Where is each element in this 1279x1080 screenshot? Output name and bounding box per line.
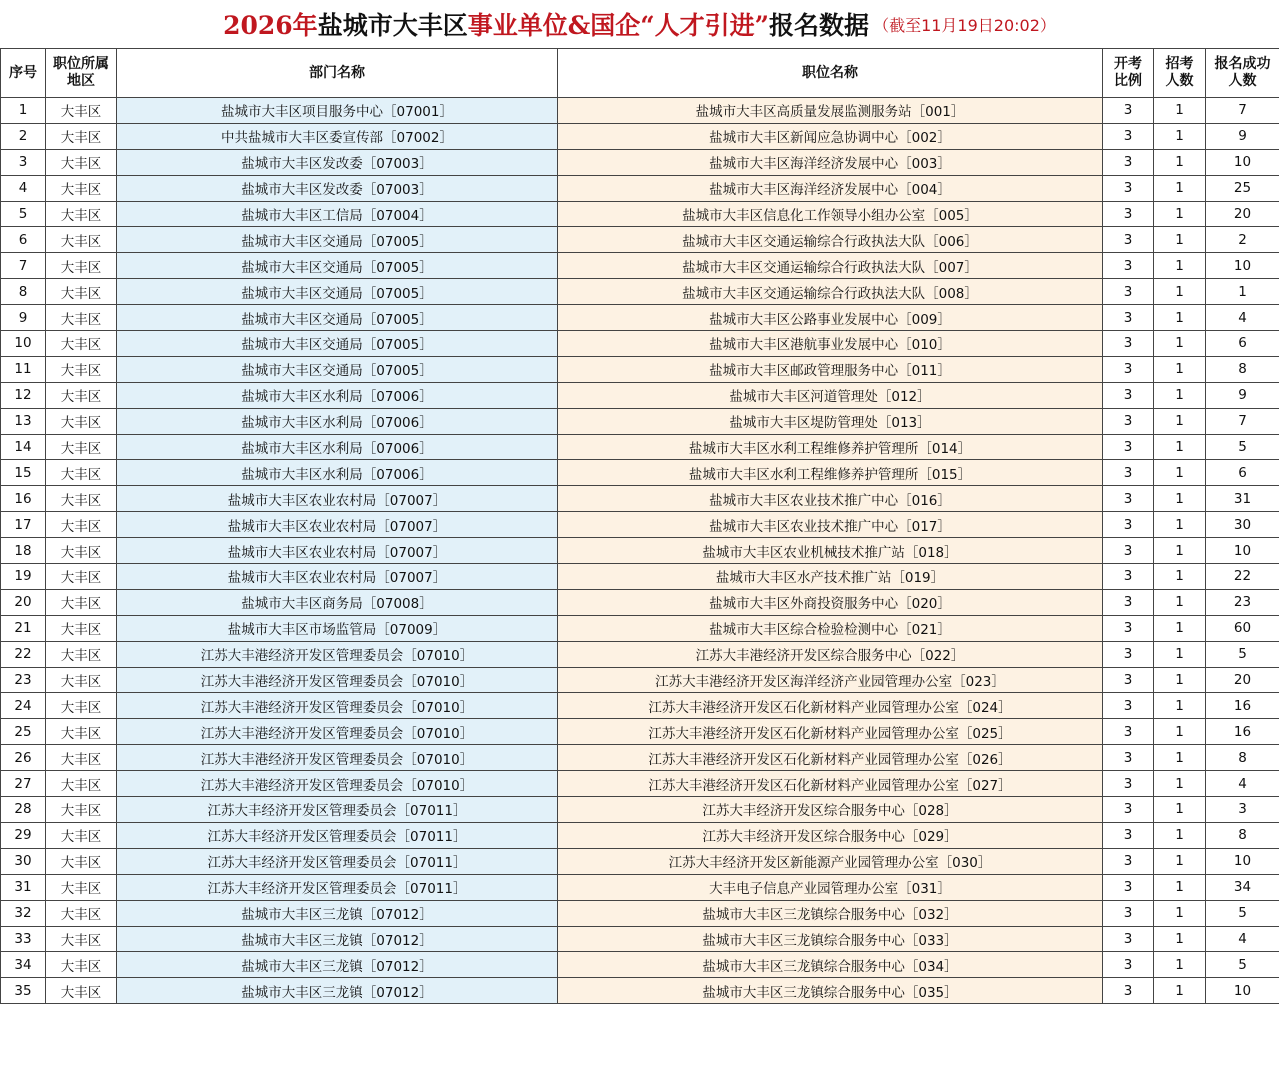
row-ratio: 3 xyxy=(1103,331,1154,357)
table-row xyxy=(1,615,1279,641)
row-quota: 1 xyxy=(1154,822,1206,848)
row-number: 3 xyxy=(1,149,46,175)
col-header-position: 职位名称 xyxy=(558,49,1103,98)
row-position: 盐城市大丰区水产技术推广站［019］ xyxy=(558,564,1103,590)
row-ratio: 3 xyxy=(1103,512,1154,538)
row-department: 盐城市大丰区农业农村局［07007］ xyxy=(117,538,558,564)
row-quota: 1 xyxy=(1154,486,1206,512)
row-applied: 4 xyxy=(1206,305,1279,331)
row-department: 江苏大丰经济开发区管理委员会［07011］ xyxy=(117,848,558,874)
row-number: 35 xyxy=(1,978,46,1004)
row-position: 盐城市大丰区高质量发展监测服务站［001］ xyxy=(558,98,1103,124)
row-quota: 1 xyxy=(1154,175,1206,201)
row-ratio: 3 xyxy=(1103,952,1154,978)
row-applied: 30 xyxy=(1206,512,1279,538)
row-applied: 4 xyxy=(1206,926,1279,952)
row-area: 大丰区 xyxy=(46,564,117,590)
table-row xyxy=(1,253,1279,279)
row-quota: 1 xyxy=(1154,900,1206,926)
row-area: 大丰区 xyxy=(46,538,117,564)
row-ratio: 3 xyxy=(1103,900,1154,926)
row-position: 盐城市大丰区海洋经济发展中心［003］ xyxy=(558,149,1103,175)
row-department: 盐城市大丰区交通局［07005］ xyxy=(117,253,558,279)
row-number: 32 xyxy=(1,900,46,926)
row-area: 大丰区 xyxy=(46,227,117,253)
table-row xyxy=(1,460,1279,486)
table-row xyxy=(1,900,1279,926)
row-applied: 34 xyxy=(1206,874,1279,900)
row-number: 7 xyxy=(1,253,46,279)
row-quota: 1 xyxy=(1154,978,1206,1004)
row-position: 盐城市大丰区港航事业发展中心［010］ xyxy=(558,331,1103,357)
row-number: 5 xyxy=(1,201,46,227)
row-department: 盐城市大丰区商务局［07008］ xyxy=(117,589,558,615)
row-position: 江苏大丰经济开发区新能源产业园管理办公室［030］ xyxy=(558,848,1103,874)
title-note: （截至11月19日20:02） xyxy=(873,15,1056,35)
row-number: 18 xyxy=(1,538,46,564)
row-area: 大丰区 xyxy=(46,382,117,408)
row-quota: 1 xyxy=(1154,693,1206,719)
row-department: 盐城市大丰区水利局［07006］ xyxy=(117,382,558,408)
row-number: 9 xyxy=(1,305,46,331)
row-number: 31 xyxy=(1,874,46,900)
row-position: 盐城市大丰区公路事业发展中心［009］ xyxy=(558,305,1103,331)
row-area: 大丰区 xyxy=(46,848,117,874)
table-row xyxy=(1,201,1279,227)
row-position: 盐城市大丰区交通运输综合行政执法大队［007］ xyxy=(558,253,1103,279)
row-area: 大丰区 xyxy=(46,615,117,641)
row-quota: 1 xyxy=(1154,771,1206,797)
row-department: 江苏大丰港经济开发区管理委员会［07010］ xyxy=(117,693,558,719)
row-quota: 1 xyxy=(1154,382,1206,408)
row-ratio: 3 xyxy=(1103,408,1154,434)
row-ratio: 3 xyxy=(1103,123,1154,149)
row-department: 盐城市大丰区交通局［07005］ xyxy=(117,331,558,357)
row-number: 27 xyxy=(1,771,46,797)
row-area: 大丰区 xyxy=(46,900,117,926)
row-area: 大丰区 xyxy=(46,486,117,512)
row-area: 大丰区 xyxy=(46,641,117,667)
table-row xyxy=(1,874,1279,900)
row-ratio: 3 xyxy=(1103,693,1154,719)
row-ratio: 3 xyxy=(1103,434,1154,460)
row-quota: 1 xyxy=(1154,279,1206,305)
col-header-quota: 招考 人数 xyxy=(1154,49,1206,98)
table-row xyxy=(1,745,1279,771)
row-department: 盐城市大丰区三龙镇［07012］ xyxy=(117,978,558,1004)
row-number: 24 xyxy=(1,693,46,719)
row-position: 江苏大丰港经济开发区综合服务中心［022］ xyxy=(558,641,1103,667)
row-number: 26 xyxy=(1,745,46,771)
row-number: 19 xyxy=(1,564,46,590)
row-quota: 1 xyxy=(1154,201,1206,227)
table-row xyxy=(1,641,1279,667)
table-row xyxy=(1,175,1279,201)
row-number: 12 xyxy=(1,382,46,408)
row-area: 大丰区 xyxy=(46,926,117,952)
row-applied: 6 xyxy=(1206,460,1279,486)
row-position: 江苏大丰经济开发区综合服务中心［029］ xyxy=(558,822,1103,848)
row-department: 盐城市大丰区农业农村局［07007］ xyxy=(117,564,558,590)
row-department: 盐城市大丰区工信局［07004］ xyxy=(117,201,558,227)
row-position: 盐城市大丰区外商投资服务中心［020］ xyxy=(558,589,1103,615)
row-ratio: 3 xyxy=(1103,98,1154,124)
row-number: 25 xyxy=(1,719,46,745)
row-quota: 1 xyxy=(1154,356,1206,382)
table-row xyxy=(1,693,1279,719)
row-applied: 8 xyxy=(1206,822,1279,848)
row-applied: 60 xyxy=(1206,615,1279,641)
row-department: 江苏大丰经济开发区管理委员会［07011］ xyxy=(117,797,558,823)
row-quota: 1 xyxy=(1154,952,1206,978)
row-ratio: 3 xyxy=(1103,978,1154,1004)
row-area: 大丰区 xyxy=(46,822,117,848)
row-area: 大丰区 xyxy=(46,771,117,797)
row-ratio: 3 xyxy=(1103,822,1154,848)
row-department: 江苏大丰港经济开发区管理委员会［07010］ xyxy=(117,745,558,771)
table-row xyxy=(1,356,1279,382)
row-department: 盐城市大丰区三龙镇［07012］ xyxy=(117,952,558,978)
row-position: 盐城市大丰区农业机械技术推广站［018］ xyxy=(558,538,1103,564)
row-position: 盐城市大丰区新闻应急协调中心［002］ xyxy=(558,123,1103,149)
row-quota: 1 xyxy=(1154,331,1206,357)
row-ratio: 3 xyxy=(1103,797,1154,823)
row-number: 21 xyxy=(1,615,46,641)
row-quota: 1 xyxy=(1154,305,1206,331)
row-ratio: 3 xyxy=(1103,719,1154,745)
row-area: 大丰区 xyxy=(46,434,117,460)
row-applied: 9 xyxy=(1206,123,1279,149)
row-applied: 20 xyxy=(1206,667,1279,693)
row-area: 大丰区 xyxy=(46,667,117,693)
col-header-area: 职位所属 地区 xyxy=(46,49,117,98)
row-ratio: 3 xyxy=(1103,848,1154,874)
row-position: 盐城市大丰区交通运输综合行政执法大队［008］ xyxy=(558,279,1103,305)
row-applied: 20 xyxy=(1206,201,1279,227)
row-number: 20 xyxy=(1,589,46,615)
row-department: 盐城市大丰区农业农村局［07007］ xyxy=(117,486,558,512)
row-number: 1 xyxy=(1,98,46,124)
row-applied: 5 xyxy=(1206,641,1279,667)
table-row xyxy=(1,538,1279,564)
row-quota: 1 xyxy=(1154,434,1206,460)
row-position: 江苏大丰港经济开发区海洋经济产业园管理办公室［023］ xyxy=(558,667,1103,693)
col-header-no: 序号 xyxy=(1,49,46,98)
page-title xyxy=(0,0,1279,48)
table-row xyxy=(1,978,1279,1004)
table-row xyxy=(1,848,1279,874)
row-quota: 1 xyxy=(1154,667,1206,693)
row-position: 盐城市大丰区邮政管理服务中心［011］ xyxy=(558,356,1103,382)
table-row xyxy=(1,719,1279,745)
row-applied: 23 xyxy=(1206,589,1279,615)
row-department: 江苏大丰港经济开发区管理委员会［07010］ xyxy=(117,667,558,693)
row-applied: 10 xyxy=(1206,253,1279,279)
row-quota: 1 xyxy=(1154,512,1206,538)
row-number: 2 xyxy=(1,123,46,149)
table-row xyxy=(1,486,1279,512)
row-quota: 1 xyxy=(1154,926,1206,952)
row-applied: 4 xyxy=(1206,771,1279,797)
row-ratio: 3 xyxy=(1103,589,1154,615)
row-applied: 16 xyxy=(1206,693,1279,719)
table-row xyxy=(1,279,1279,305)
row-department: 盐城市大丰区市场监管局［07009］ xyxy=(117,615,558,641)
row-position: 江苏大丰经济开发区综合服务中心［028］ xyxy=(558,797,1103,823)
row-area: 大丰区 xyxy=(46,874,117,900)
table-row xyxy=(1,589,1279,615)
table-row xyxy=(1,926,1279,952)
table-row xyxy=(1,771,1279,797)
row-position: 盐城市大丰区水利工程维修养护管理所［014］ xyxy=(558,434,1103,460)
row-applied: 5 xyxy=(1206,952,1279,978)
row-applied: 5 xyxy=(1206,434,1279,460)
row-number: 13 xyxy=(1,408,46,434)
row-ratio: 3 xyxy=(1103,460,1154,486)
table-row xyxy=(1,382,1279,408)
row-number: 11 xyxy=(1,356,46,382)
table-row xyxy=(1,822,1279,848)
row-number: 6 xyxy=(1,227,46,253)
row-ratio: 3 xyxy=(1103,279,1154,305)
title-kind: 事业单位&国企 xyxy=(467,11,641,40)
row-number: 8 xyxy=(1,279,46,305)
row-ratio: 3 xyxy=(1103,201,1154,227)
row-position: 盐城市大丰区三龙镇综合服务中心［033］ xyxy=(558,926,1103,952)
table-body xyxy=(1,98,1279,1004)
row-department: 江苏大丰港经济开发区管理委员会［07010］ xyxy=(117,771,558,797)
table-row xyxy=(1,512,1279,538)
row-number: 30 xyxy=(1,848,46,874)
row-area: 大丰区 xyxy=(46,693,117,719)
row-ratio: 3 xyxy=(1103,486,1154,512)
row-area: 大丰区 xyxy=(46,460,117,486)
row-applied: 10 xyxy=(1206,538,1279,564)
row-quota: 1 xyxy=(1154,848,1206,874)
table-row xyxy=(1,149,1279,175)
row-department: 盐城市大丰区水利局［07006］ xyxy=(117,408,558,434)
row-ratio: 3 xyxy=(1103,149,1154,175)
table-row xyxy=(1,797,1279,823)
row-area: 大丰区 xyxy=(46,123,117,149)
row-position: 盐城市大丰区海洋经济发展中心［004］ xyxy=(558,175,1103,201)
row-number: 28 xyxy=(1,797,46,823)
row-ratio: 3 xyxy=(1103,356,1154,382)
row-quota: 1 xyxy=(1154,408,1206,434)
row-area: 大丰区 xyxy=(46,279,117,305)
row-ratio: 3 xyxy=(1103,667,1154,693)
row-number: 34 xyxy=(1,952,46,978)
row-area: 大丰区 xyxy=(46,978,117,1004)
row-position: 盐城市大丰区信息化工作领导小组办公室［005］ xyxy=(558,201,1103,227)
row-applied: 31 xyxy=(1206,486,1279,512)
row-number: 16 xyxy=(1,486,46,512)
row-ratio: 3 xyxy=(1103,382,1154,408)
row-position: 盐城市大丰区综合检验检测中心［021］ xyxy=(558,615,1103,641)
row-area: 大丰区 xyxy=(46,98,117,124)
title-city: 盐城市大丰区 xyxy=(317,11,468,40)
row-number: 15 xyxy=(1,460,46,486)
row-area: 大丰区 xyxy=(46,745,117,771)
table-row xyxy=(1,952,1279,978)
row-area: 大丰区 xyxy=(46,331,117,357)
row-position: 大丰电子信息产业园管理办公室［031］ xyxy=(558,874,1103,900)
col-header-dept: 部门名称 xyxy=(117,49,558,98)
row-quota: 1 xyxy=(1154,538,1206,564)
col-header-applied: 报名成功 人数 xyxy=(1206,49,1279,98)
row-applied: 8 xyxy=(1206,356,1279,382)
row-department: 盐城市大丰区三龙镇［07012］ xyxy=(117,926,558,952)
row-applied: 10 xyxy=(1206,978,1279,1004)
row-area: 大丰区 xyxy=(46,589,117,615)
row-number: 10 xyxy=(1,331,46,357)
title-year: 2026年 xyxy=(223,11,318,40)
row-quota: 1 xyxy=(1154,745,1206,771)
table-header-row xyxy=(1,49,1279,98)
row-department: 盐城市大丰区水利局［07006］ xyxy=(117,460,558,486)
row-applied: 16 xyxy=(1206,719,1279,745)
row-area: 大丰区 xyxy=(46,356,117,382)
row-number: 4 xyxy=(1,175,46,201)
row-area: 大丰区 xyxy=(46,149,117,175)
row-quota: 1 xyxy=(1154,797,1206,823)
row-ratio: 3 xyxy=(1103,305,1154,331)
row-quota: 1 xyxy=(1154,719,1206,745)
table-row xyxy=(1,123,1279,149)
row-department: 盐城市大丰区交通局［07005］ xyxy=(117,279,558,305)
row-applied: 5 xyxy=(1206,900,1279,926)
row-number: 22 xyxy=(1,641,46,667)
table-row xyxy=(1,408,1279,434)
row-ratio: 3 xyxy=(1103,175,1154,201)
row-applied: 3 xyxy=(1206,797,1279,823)
row-ratio: 3 xyxy=(1103,538,1154,564)
row-quota: 1 xyxy=(1154,227,1206,253)
row-position: 江苏大丰港经济开发区石化新材料产业园管理办公室［025］ xyxy=(558,719,1103,745)
title-quote: “人才引进” xyxy=(640,11,770,40)
row-quota: 1 xyxy=(1154,460,1206,486)
table-row xyxy=(1,564,1279,590)
table-row xyxy=(1,305,1279,331)
row-ratio: 3 xyxy=(1103,745,1154,771)
row-ratio: 3 xyxy=(1103,926,1154,952)
row-quota: 1 xyxy=(1154,589,1206,615)
row-position: 盐城市大丰区农业技术推广中心［016］ xyxy=(558,486,1103,512)
row-ratio: 3 xyxy=(1103,641,1154,667)
row-area: 大丰区 xyxy=(46,201,117,227)
row-applied: 10 xyxy=(1206,149,1279,175)
row-applied: 9 xyxy=(1206,382,1279,408)
row-department: 江苏大丰经济开发区管理委员会［07011］ xyxy=(117,874,558,900)
row-area: 大丰区 xyxy=(46,512,117,538)
row-applied: 10 xyxy=(1206,848,1279,874)
row-number: 29 xyxy=(1,822,46,848)
table-row xyxy=(1,227,1279,253)
title-suffix: 报名数据 xyxy=(769,11,870,40)
row-position: 盐城市大丰区堤防管理处［013］ xyxy=(558,408,1103,434)
row-department: 盐城市大丰区农业农村局［07007］ xyxy=(117,512,558,538)
row-area: 大丰区 xyxy=(46,253,117,279)
row-quota: 1 xyxy=(1154,149,1206,175)
row-department: 盐城市大丰区三龙镇［07012］ xyxy=(117,900,558,926)
row-applied: 25 xyxy=(1206,175,1279,201)
row-position: 盐城市大丰区交通运输综合行政执法大队［006］ xyxy=(558,227,1103,253)
row-department: 江苏大丰经济开发区管理委员会［07011］ xyxy=(117,822,558,848)
row-ratio: 3 xyxy=(1103,227,1154,253)
row-area: 大丰区 xyxy=(46,952,117,978)
row-position: 盐城市大丰区三龙镇综合服务中心［035］ xyxy=(558,978,1103,1004)
row-ratio: 3 xyxy=(1103,253,1154,279)
row-applied: 6 xyxy=(1206,331,1279,357)
row-area: 大丰区 xyxy=(46,305,117,331)
row-department: 盐城市大丰区交通局［07005］ xyxy=(117,356,558,382)
table-row xyxy=(1,331,1279,357)
row-quota: 1 xyxy=(1154,564,1206,590)
row-position: 盐城市大丰区水利工程维修养护管理所［015］ xyxy=(558,460,1103,486)
row-department: 盐城市大丰区发改委［07003］ xyxy=(117,149,558,175)
row-area: 大丰区 xyxy=(46,408,117,434)
row-quota: 1 xyxy=(1154,253,1206,279)
row-position: 江苏大丰港经济开发区石化新材料产业园管理办公室［026］ xyxy=(558,745,1103,771)
row-number: 14 xyxy=(1,434,46,460)
row-department: 盐城市大丰区项目服务中心［07001］ xyxy=(117,98,558,124)
row-position: 江苏大丰港经济开发区石化新材料产业园管理办公室［027］ xyxy=(558,771,1103,797)
row-position: 盐城市大丰区三龙镇综合服务中心［032］ xyxy=(558,900,1103,926)
row-number: 33 xyxy=(1,926,46,952)
row-quota: 1 xyxy=(1154,615,1206,641)
col-header-ratio: 开考 比例 xyxy=(1103,49,1154,98)
row-applied: 8 xyxy=(1206,745,1279,771)
row-ratio: 3 xyxy=(1103,771,1154,797)
row-applied: 2 xyxy=(1206,227,1279,253)
row-ratio: 3 xyxy=(1103,564,1154,590)
table-row xyxy=(1,434,1279,460)
row-department: 江苏大丰港经济开发区管理委员会［07010］ xyxy=(117,719,558,745)
row-applied: 7 xyxy=(1206,98,1279,124)
row-area: 大丰区 xyxy=(46,719,117,745)
row-area: 大丰区 xyxy=(46,797,117,823)
row-position: 盐城市大丰区农业技术推广中心［017］ xyxy=(558,512,1103,538)
row-quota: 1 xyxy=(1154,123,1206,149)
row-department: 江苏大丰港经济开发区管理委员会［07010］ xyxy=(117,641,558,667)
row-department: 盐城市大丰区水利局［07006］ xyxy=(117,434,558,460)
row-department: 盐城市大丰区交通局［07005］ xyxy=(117,227,558,253)
recruitment-table xyxy=(0,48,1279,1004)
row-quota: 1 xyxy=(1154,98,1206,124)
row-ratio: 3 xyxy=(1103,874,1154,900)
table-row xyxy=(1,98,1279,124)
row-department: 中共盐城市大丰区委宣传部［07002］ xyxy=(117,123,558,149)
row-number: 17 xyxy=(1,512,46,538)
row-area: 大丰区 xyxy=(46,175,117,201)
row-position: 江苏大丰港经济开发区石化新材料产业园管理办公室［024］ xyxy=(558,693,1103,719)
row-department: 盐城市大丰区发改委［07003］ xyxy=(117,175,558,201)
row-quota: 1 xyxy=(1154,874,1206,900)
row-position: 盐城市大丰区三龙镇综合服务中心［034］ xyxy=(558,952,1103,978)
row-number: 23 xyxy=(1,667,46,693)
row-department: 盐城市大丰区交通局［07005］ xyxy=(117,305,558,331)
row-quota: 1 xyxy=(1154,641,1206,667)
row-applied: 22 xyxy=(1206,564,1279,590)
row-position: 盐城市大丰区河道管理处［012］ xyxy=(558,382,1103,408)
row-applied: 1 xyxy=(1206,279,1279,305)
row-ratio: 3 xyxy=(1103,615,1154,641)
table-row xyxy=(1,667,1279,693)
row-applied: 7 xyxy=(1206,408,1279,434)
